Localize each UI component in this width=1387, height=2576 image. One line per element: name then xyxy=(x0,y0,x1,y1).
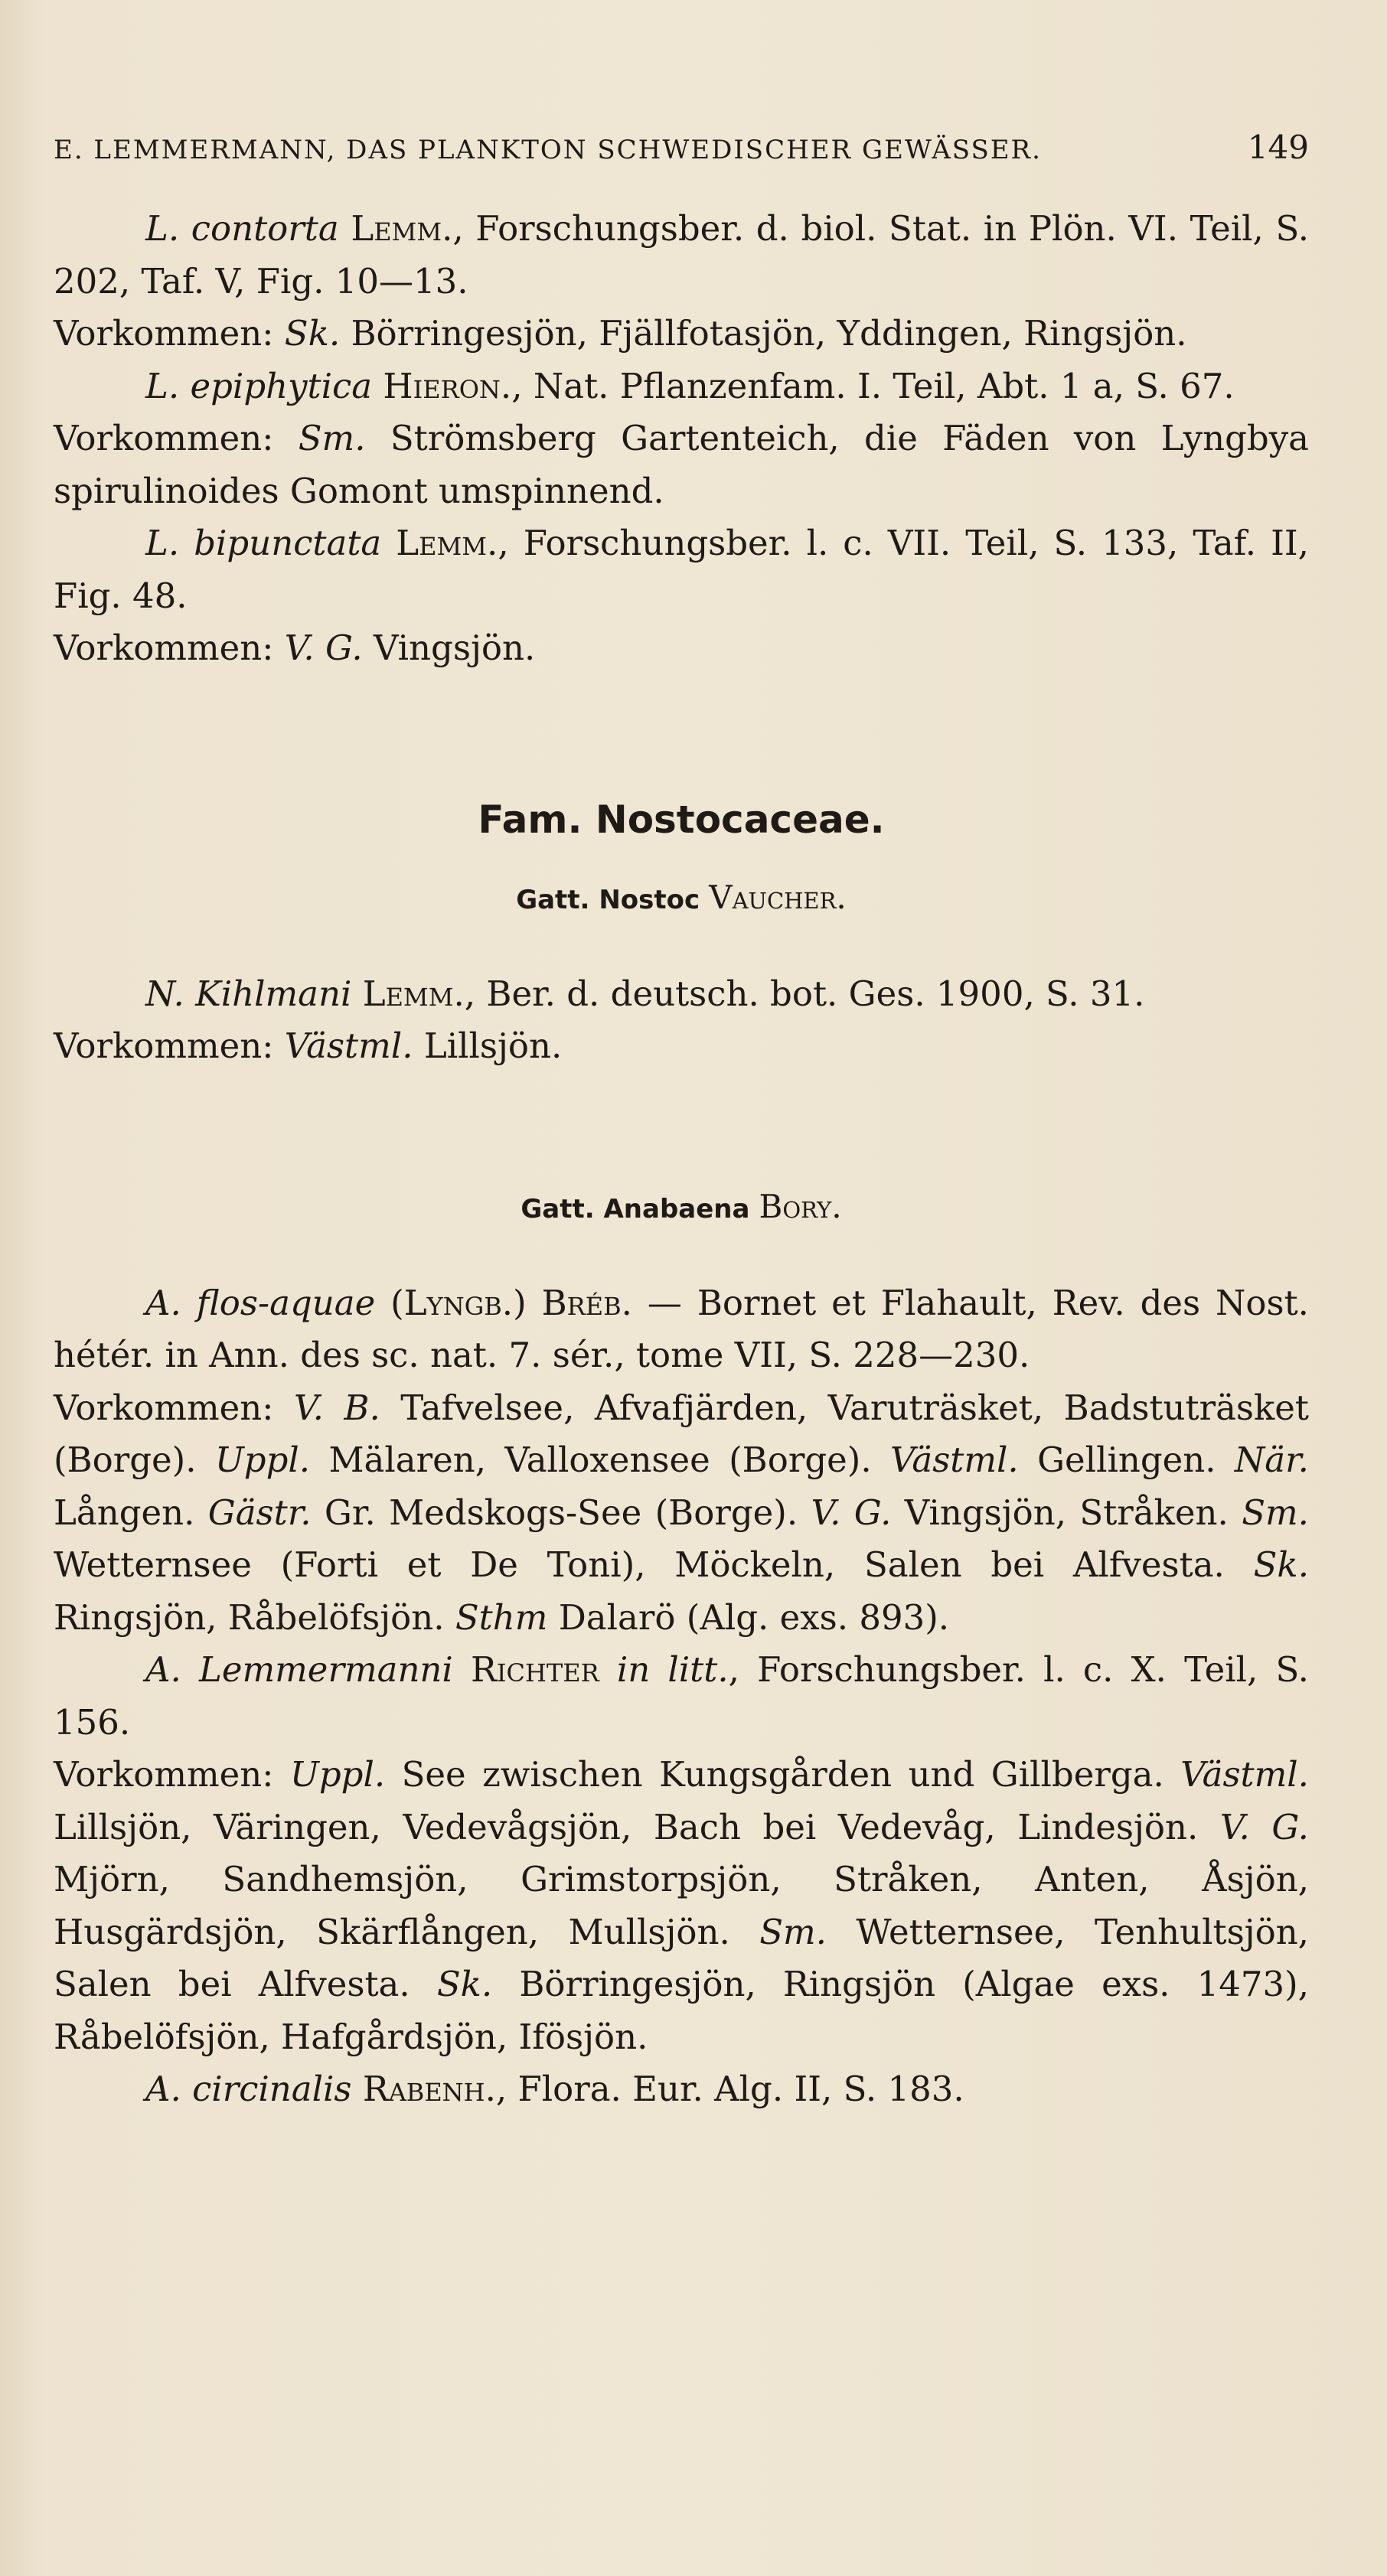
italic-text: Västml. xyxy=(890,1440,1019,1480)
family-heading: Fam. Nostocaceae. xyxy=(478,797,885,842)
genus-heading-anabaena xyxy=(54,1188,1309,1225)
genus-name: Gatt. Nostoc xyxy=(516,884,700,915)
page-number: 149 xyxy=(1247,129,1309,166)
genus-heading-nostoc xyxy=(54,879,1309,916)
text-run: Vorkommen: xyxy=(54,1387,294,1428)
italic-text: Västml. xyxy=(284,1026,413,1066)
italic-text: V. B. xyxy=(293,1387,380,1428)
text-run: Börringesjön, Fjällfotasjön, Yddingen, Ringsjön. xyxy=(340,313,1187,354)
author-name: Lemm. xyxy=(362,973,465,1014)
text-run: Tafvelsee, Afvafjärden, Varuträsket, Badstuträsket (Borge). xyxy=(54,1387,1309,1480)
text-run xyxy=(351,973,362,1014)
text-run: Wetternsee, Tenhultsjön, Salen bei Alfvesta. xyxy=(54,1911,1309,2004)
entries-nostoc xyxy=(54,968,1309,1073)
page-header xyxy=(54,129,1309,166)
text-run: Ringsjön, Råbelöfsjön. xyxy=(54,1596,455,1638)
text-run: ) xyxy=(513,1282,542,1323)
text-run: , Forschungsber. l. c. VII. Teil, S. 133, Taf. II, Fig. 48. xyxy=(54,523,1309,616)
italic-text: L. epiphytica xyxy=(145,365,373,406)
text-run xyxy=(599,1649,617,1690)
species-entry xyxy=(54,1644,1309,1749)
genus-author: Bory. xyxy=(759,1187,842,1225)
text-run: Börringesjön, Ringsjön (Algae exs. 1473), Råbelöfsjön, Hafgårdsjön, Ifösjön. xyxy=(54,1964,1310,2057)
italic-text: Gästr. xyxy=(207,1492,312,1533)
species-entry xyxy=(54,517,1309,622)
text-run: Vorkommen: xyxy=(54,628,285,668)
occurrence-entry xyxy=(54,308,1309,360)
text-run: — Bornet et Flahault, Rev. des Nost. hétér. in Ann. des sc. nat. 7. sér., tome VII, S. 228—230. xyxy=(54,1282,1309,1375)
text-run: Vorkommen: xyxy=(54,313,285,354)
italic-text: A. circinalis xyxy=(145,2069,352,2109)
text-run: Vorkommen: xyxy=(54,1026,285,1066)
author-name: Richter xyxy=(470,1649,599,1690)
text-run: Vingsjön, Stråken. xyxy=(891,1492,1242,1533)
italic-text: När. xyxy=(1234,1440,1309,1480)
text-run: Dalarö (Alg. exs. 893). xyxy=(547,1596,950,1638)
species-entry xyxy=(54,360,1309,413)
italic-text: Sm. xyxy=(298,418,366,458)
text-run xyxy=(352,2069,363,2109)
italic-text: Uppl. xyxy=(289,1754,386,1795)
species-entry xyxy=(54,203,1309,308)
text-run: Gr. Medskogs-See (Borge). xyxy=(311,1492,811,1533)
text-run: Lången. xyxy=(54,1492,208,1533)
italic-text: Sk. xyxy=(436,1964,493,2004)
author-name: Hieron. xyxy=(383,365,512,406)
occurrence-entry xyxy=(54,1749,1309,2063)
text-run: , Forschungsber. l. c. X. Teil, S. 156. xyxy=(54,1649,1309,1743)
entries-anabaena xyxy=(54,1277,1309,2116)
text-run: Lillsjön, Väringen, Vedevågsjön, Bach bei Vedevåg, Lindesjön. xyxy=(54,1806,1220,1847)
text-run: Mälaren, Valloxensee (Borge). xyxy=(310,1440,890,1480)
occurrence-entry xyxy=(54,412,1309,517)
italic-text: L. contorta xyxy=(145,208,339,249)
text-run xyxy=(453,1649,471,1690)
occurrence-entry xyxy=(54,1020,1309,1073)
text-run: , Nat. Pflanzenfam. I. Teil, Abt. 1 a, S. 67. xyxy=(511,365,1235,406)
entries-top xyxy=(54,203,1309,675)
text-run xyxy=(381,523,396,563)
italic-text: Sk. xyxy=(1253,1544,1309,1585)
text-run: See zwischen Kungsgården und Gillberga. xyxy=(385,1754,1181,1795)
author-name: Lyngb. xyxy=(403,1282,514,1323)
italic-text: V. G. xyxy=(1219,1806,1309,1847)
italic-text: A. flos-aquae xyxy=(145,1282,376,1323)
author-name: Bréb. xyxy=(541,1282,632,1323)
italic-text: V. G. xyxy=(284,628,363,668)
italic-text: Sthm xyxy=(455,1596,548,1638)
italic-text: L. bipunctata xyxy=(145,523,382,563)
text-run: , Flora. Eur. Alg. II, S. 183. xyxy=(495,2069,964,2109)
species-entry xyxy=(54,2063,1309,2116)
text-run: Lillsjön. xyxy=(413,1026,563,1066)
text-run: Strömsberg Gartenteich, die Fäden von Lyngbya spirulinoides Gomont umspinnend. xyxy=(54,418,1309,511)
genus-author: Vaucher. xyxy=(709,878,847,916)
running-head: E. LEMMERMANN, DAS PLANKTON SCHWEDISCHER GEWÄSSER. xyxy=(54,135,1042,165)
text-run: Vorkommen: xyxy=(54,1754,290,1795)
text-run: Vorkommen: xyxy=(54,418,299,458)
italic-text: Sm. xyxy=(1242,1492,1309,1533)
genus-name: Gatt. Anabaena xyxy=(521,1193,750,1224)
occurrence-entry xyxy=(54,622,1309,675)
text-run xyxy=(372,366,383,406)
species-entry xyxy=(54,1277,1309,1382)
italic-text: A. Lemmermanni xyxy=(145,1649,453,1690)
author-name: Lemm. xyxy=(396,523,498,563)
italic-text: Sk. xyxy=(284,313,341,354)
italic-text: in litt. xyxy=(616,1649,729,1690)
text-run: Vingsjön. xyxy=(362,628,536,668)
italic-text: N. Kihlmani xyxy=(145,973,352,1014)
italic-text: Uppl. xyxy=(214,1440,311,1480)
text-run: , Ber. d. deutsch. bot. Ges. 1900, S. 31. xyxy=(464,973,1145,1014)
text-run: , Forschungsber. d. biol. Stat. in Plön. VI. Teil, S. 202, Taf. V, Fig. 10—13. xyxy=(54,208,1310,302)
text-run: Wetternsee (Forti et De Toni), Möckeln, Salen bei Alfvesta. xyxy=(54,1544,1254,1585)
author-name: Lemm. xyxy=(351,208,453,249)
text-run xyxy=(339,208,351,249)
occurrence-entry xyxy=(54,1382,1309,1645)
italic-text: Sm. xyxy=(759,1911,827,1952)
body-text xyxy=(54,203,1309,2116)
text-run: ( xyxy=(375,1282,404,1323)
text-run: Gellingen. xyxy=(1018,1440,1235,1480)
italic-text: V. G. xyxy=(811,1492,892,1533)
text-run: Mjörn, Sandhemsjön, Grimstorpsjön, Stråken, Anten, Åsjön, Husgärdsjön, Skärflången, Mullsjön. xyxy=(54,1859,1309,1952)
author-name: Rabenh. xyxy=(362,2069,496,2109)
italic-text: Västml. xyxy=(1180,1754,1309,1795)
species-entry xyxy=(54,968,1309,1021)
